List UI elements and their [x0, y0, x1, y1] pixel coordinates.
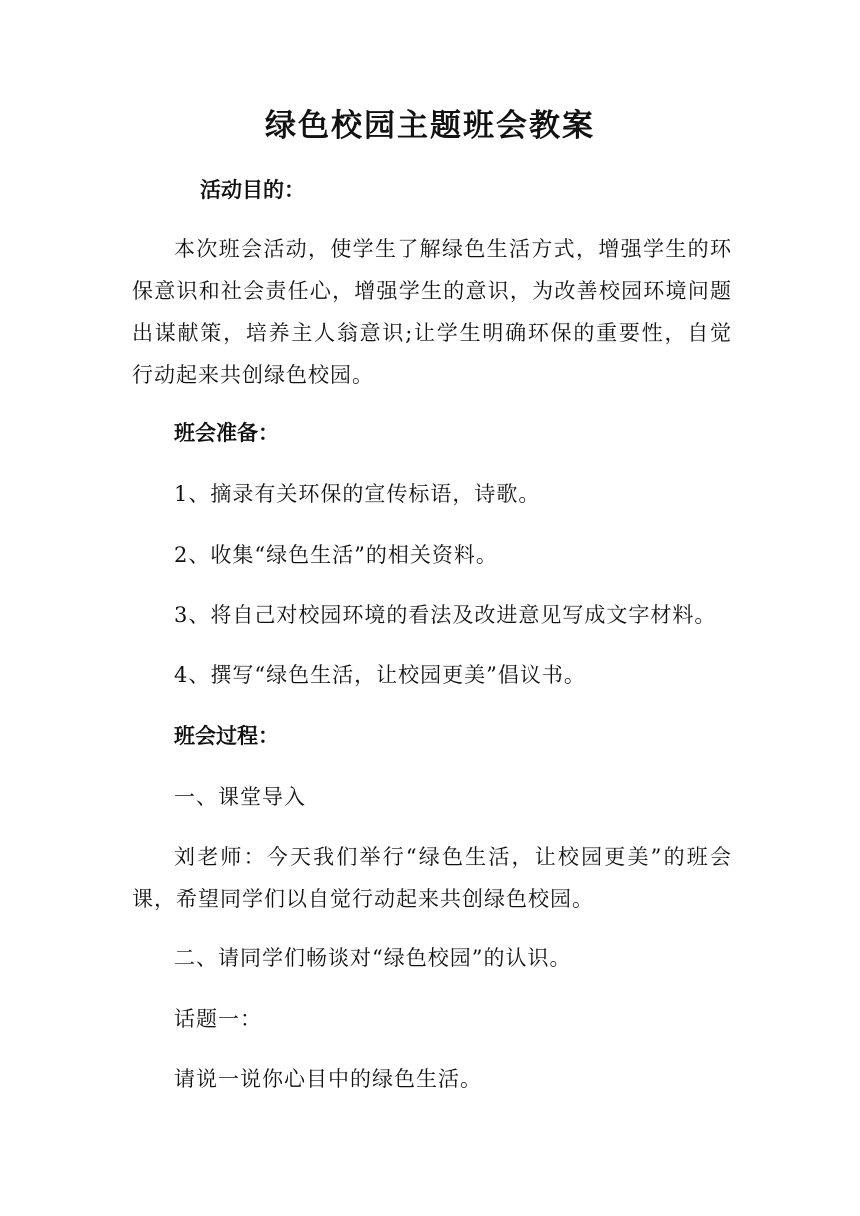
topic-one-heading: 话题一： — [174, 1007, 262, 1031]
topic-one-question: 请说一说你心目中的绿色生活。 — [174, 1067, 482, 1091]
purpose-paragraph: 本次班会活动，使学生了解绿色生活方式，增强学生的环保意识和社会责任心，增强学生的意识，为改善校园环境问题出谋献策，培养主人翁意识;让学生明确环保的重要性，自觉行动起来共创绿色校园。 — [132, 237, 732, 387]
teacher-paragraph: 刘老师：今天我们举行“绿色生活，让校园更美”的班会课，希望同学们以自觉行动起来共创绿色校园。 — [132, 845, 732, 911]
section-two-heading: 二、请同学们畅谈对“绿色校园”的认识。 — [174, 946, 572, 970]
prep-item-4: 4、撰写“绿色生活，让校园更美”倡议书。 — [174, 663, 586, 687]
purpose-heading: 活动目的： — [200, 177, 305, 202]
section-one-heading: 一、课堂导入 — [174, 785, 306, 809]
prep-item-1: 1、摘录有关环保的宣传标语，诗歌。 — [174, 482, 541, 506]
prep-item-3: 3、将自己对校园环境的看法及改进意见写成文字材料。 — [174, 603, 717, 627]
process-heading: 班会过程： — [174, 723, 279, 748]
prep-heading: 班会准备： — [174, 420, 279, 445]
document-title: 绿色校园主题班会教案 — [265, 108, 595, 144]
prep-item-2: 2、收集“绿色生活”的相关资料。 — [174, 543, 498, 567]
